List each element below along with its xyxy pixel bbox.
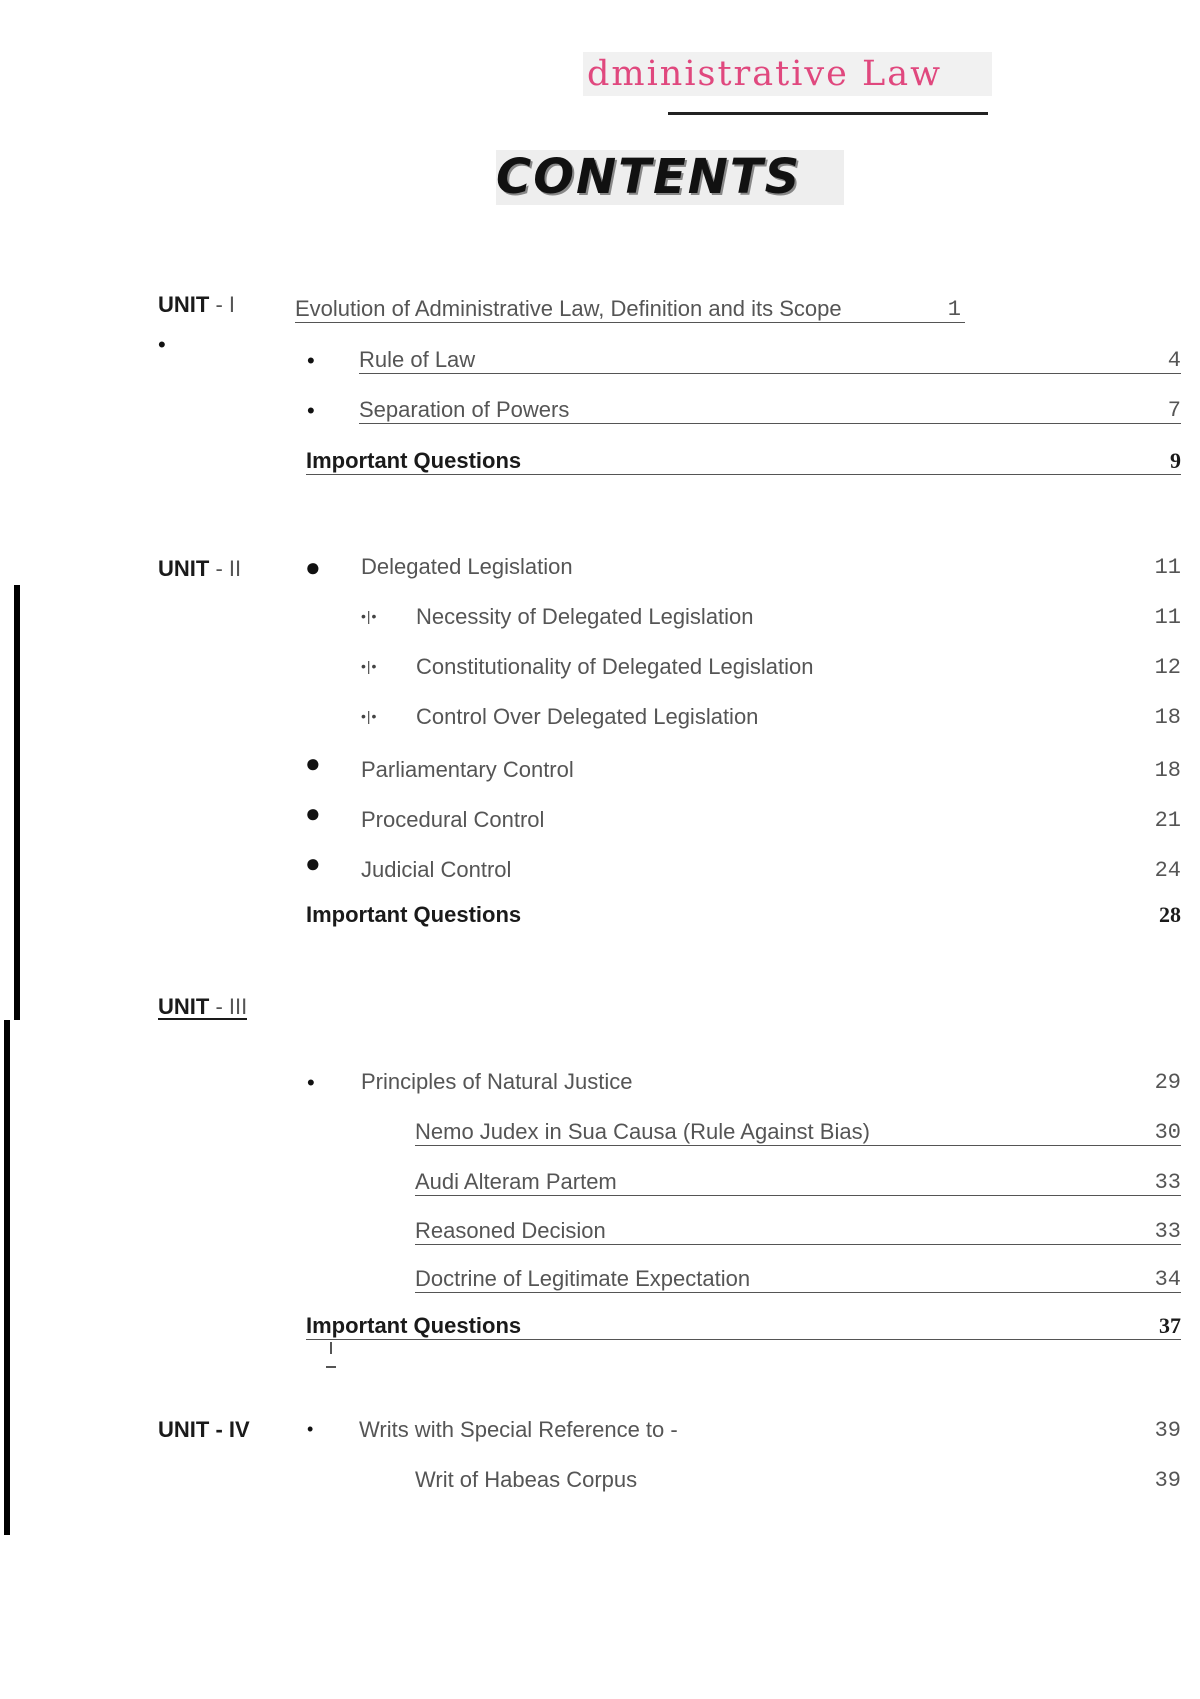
bullet-dot-icon: ● xyxy=(305,798,321,828)
toc-entry-label: Control Over Delegated Legislation xyxy=(416,704,759,729)
sub-bullet-glyph-icon: •|• xyxy=(361,608,378,624)
toc-entry-page: 39 xyxy=(1154,1468,1181,1493)
unit-2-heading xyxy=(158,556,241,582)
important-questions-entry[interactable] xyxy=(306,898,1181,928)
bullet-dot-icon: ● xyxy=(305,748,321,778)
stray-mark xyxy=(326,1366,336,1368)
toc-entry-label: Separation of Powers xyxy=(359,397,570,422)
toc-entry[interactable] xyxy=(415,1165,1181,1196)
unit-3-heading xyxy=(158,996,247,1020)
unit-number: - IV xyxy=(215,1417,250,1442)
toc-entry-label: Principles of Natural Justice xyxy=(361,1069,633,1094)
toc-entry-page: 30 xyxy=(1154,1120,1181,1145)
toc-entry[interactable] xyxy=(361,550,1181,580)
toc-entry-label: Delegated Legislation xyxy=(361,554,573,579)
unit-label: UNIT xyxy=(158,556,210,581)
toc-entry-label: Parliamentary Control xyxy=(361,757,574,782)
toc-entry[interactable] xyxy=(361,853,1181,883)
toc-entry[interactable] xyxy=(361,803,1181,833)
sub-bullet-glyph-icon: •|• xyxy=(361,658,378,674)
bullet-dot-icon: • xyxy=(307,1070,315,1095)
toc-entry-label: Doctrine of Legitimate Expectation xyxy=(415,1266,751,1291)
unit-4-heading xyxy=(158,1417,250,1443)
toc-entry-label: Writ of Habeas Corpus xyxy=(415,1467,638,1492)
toc-entry-label: Writs with Special Reference to - xyxy=(359,1417,678,1442)
toc-entry[interactable] xyxy=(415,1262,1181,1293)
unit-label: UNIT xyxy=(158,1417,210,1442)
toc-entry[interactable] xyxy=(416,700,1181,730)
toc-entry-label: Necessity of Delegated Legislation xyxy=(416,604,754,629)
toc-entry-page: 4 xyxy=(1167,348,1181,373)
unit-number: - I xyxy=(215,292,236,317)
stray-mark xyxy=(330,1342,332,1354)
toc-entry-page: 37 xyxy=(1159,1313,1181,1338)
toc-entry-label: Important Questions xyxy=(306,902,522,927)
unit-label: UNIT xyxy=(158,292,210,317)
toc-entry[interactable] xyxy=(416,650,1181,680)
toc-entry-page: 33 xyxy=(1154,1219,1181,1244)
important-questions-entry[interactable] xyxy=(306,1309,1181,1340)
toc-entry-page: 11 xyxy=(1154,555,1181,580)
toc-entry-page: 18 xyxy=(1154,705,1181,730)
unit-1-heading xyxy=(158,292,235,318)
unit-number: - III xyxy=(215,994,248,1019)
margin-bar-upper xyxy=(14,585,20,1020)
toc-entry-label: Rule of Law xyxy=(359,347,476,372)
toc-entry-page: 28 xyxy=(1159,902,1181,927)
toc-entry[interactable] xyxy=(359,1413,1181,1443)
toc-entry-page: 34 xyxy=(1154,1267,1181,1292)
toc-entry[interactable] xyxy=(415,1115,1181,1146)
document-title: dministrative Law xyxy=(583,52,992,96)
toc-entry[interactable] xyxy=(361,1065,1181,1095)
toc-entry[interactable] xyxy=(295,292,965,323)
toc-entry-page: 21 xyxy=(1154,808,1181,833)
unit-number: - II xyxy=(215,556,242,581)
toc-entry-page: 1 xyxy=(947,297,961,322)
toc-entry-page: 18 xyxy=(1154,758,1181,783)
bullet-dot-icon: ● xyxy=(305,552,321,582)
toc-entry[interactable] xyxy=(359,343,1181,374)
toc-entry-page: 11 xyxy=(1154,605,1181,630)
toc-entry-label: Nemo Judex in Sua Causa (Rule Against Bias) xyxy=(415,1119,870,1144)
toc-entry[interactable] xyxy=(415,1463,1181,1493)
unit-label: UNIT xyxy=(158,994,210,1019)
bullet-dot-icon: • xyxy=(307,1419,314,1439)
margin-bar-lower xyxy=(4,1020,10,1535)
toc-entry[interactable] xyxy=(415,1214,1181,1245)
toc-entry-label: Audi Alteram Partem xyxy=(415,1169,617,1194)
bullet-dot-icon: ● xyxy=(305,848,321,878)
toc-entry-label: Procedural Control xyxy=(361,807,545,832)
sub-bullet-glyph-icon: •|• xyxy=(361,708,378,724)
toc-entry-page: 9 xyxy=(1170,448,1181,473)
title-underline xyxy=(668,112,988,115)
important-questions-entry[interactable] xyxy=(306,444,1181,475)
bullet-dot-icon: • xyxy=(158,332,166,357)
toc-entry-label: Constitutionality of Delegated Legislation xyxy=(416,654,814,679)
bullet-dot-icon: • xyxy=(307,348,315,373)
toc-entry-label: Important Questions xyxy=(306,1313,522,1338)
toc-entry[interactable] xyxy=(361,753,1181,783)
toc-entry-label: Important Questions xyxy=(306,448,522,473)
contents-heading: CONTENTS xyxy=(496,150,844,205)
toc-entry-label: Evolution of Administrative Law, Definition and its Scope xyxy=(295,296,842,321)
toc-entry[interactable] xyxy=(416,600,1181,630)
toc-entry-label: Judicial Control xyxy=(361,857,512,882)
toc-entry[interactable] xyxy=(359,393,1181,424)
toc-entry-page: 7 xyxy=(1167,398,1181,423)
toc-entry-page: 33 xyxy=(1154,1170,1181,1195)
toc-entry-page: 29 xyxy=(1154,1070,1181,1095)
bullet-dot-icon: • xyxy=(307,398,315,423)
toc-entry-page: 39 xyxy=(1154,1418,1181,1443)
toc-entry-page: 24 xyxy=(1154,858,1181,883)
toc-entry-label: Reasoned Decision xyxy=(415,1218,606,1243)
toc-entry-page: 12 xyxy=(1154,655,1181,680)
